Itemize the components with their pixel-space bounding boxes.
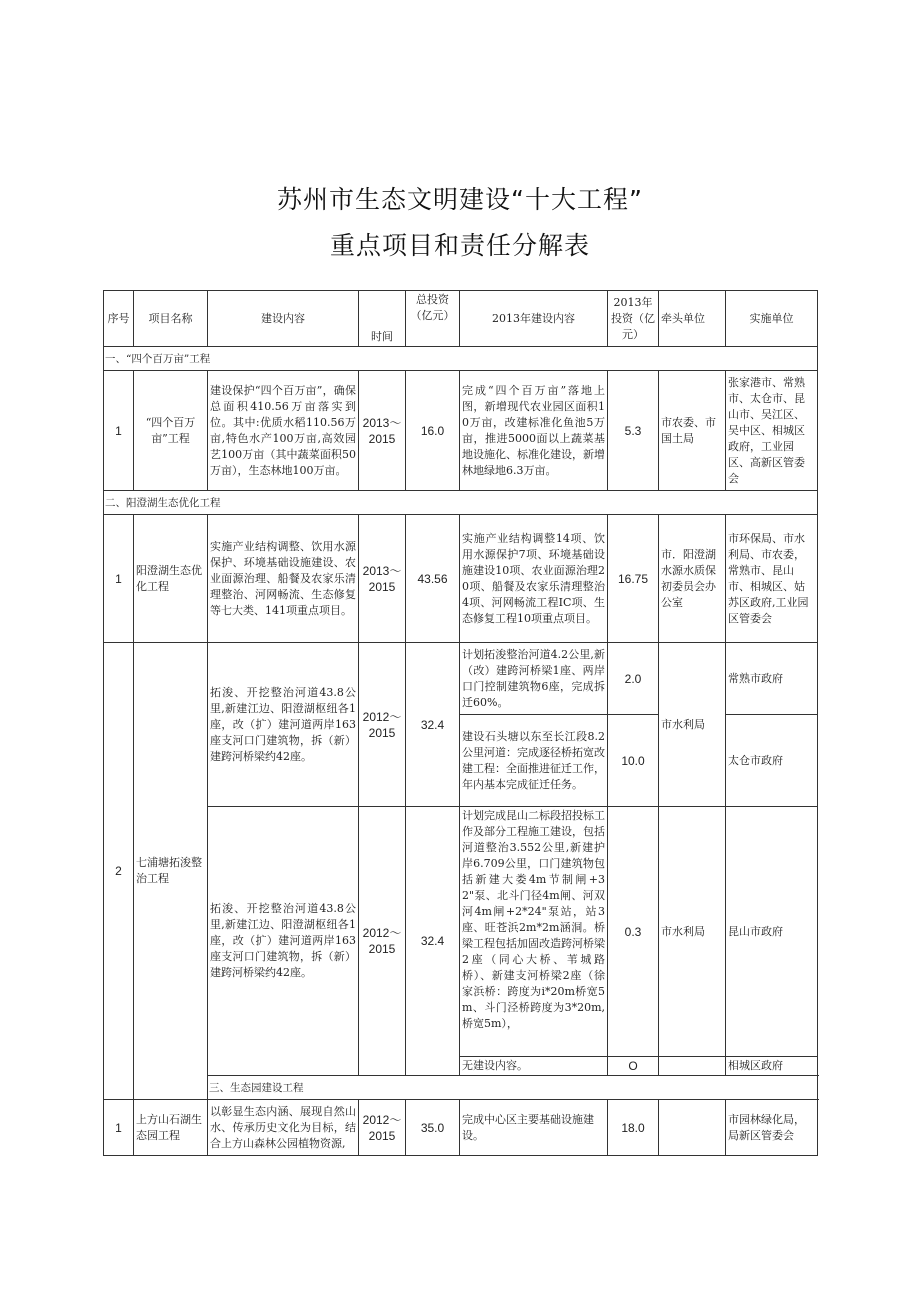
implementing-unit: 市园林绿化局，局新区管委会 — [726, 1100, 818, 1156]
header-content-2013: 2013年建设内容 — [460, 291, 608, 347]
content-2013: 无建设内容。 — [460, 1057, 608, 1076]
section-row — [104, 347, 818, 371]
section-title: 二、阳澄湖生态优化工程 — [104, 491, 818, 515]
period: 2012～2015 — [359, 807, 406, 1076]
row-no: 1 — [104, 1100, 134, 1156]
total-investment: 43.56 — [406, 515, 460, 643]
table-row — [104, 515, 818, 643]
construction-content: 拓浚、开挖整治河道43.8公里,新建江边、阳澄湖枢纽各1座，改（扩）建河道两岸163座支河口门建筑物，拆（新）建跨河桥梁约42座。 — [208, 643, 359, 807]
construction-content: 建设保护“四个百万亩”，确保总面积410.56万亩落实到位。其中:优质水稻110.56万亩,特色水产100万亩,高效园艺100万亩（其中蔬菜面积50万亩），生态林地100万亩。 — [208, 371, 359, 491]
construction-content: 拓浚、开挖整治河道43.8公里,新建江边、阳澄湖枢纽各1座，改（扩）建河道两岸163座支河口门建筑物，拆（新）建跨河桥梁约42座。 — [208, 807, 359, 1076]
lead-unit: 市农委、市国土局 — [659, 371, 726, 491]
implementing-unit: 常熟市政府 — [726, 643, 818, 715]
investment-2013: O — [608, 1057, 659, 1076]
table-row — [104, 1100, 818, 1156]
lead-unit — [659, 1100, 726, 1156]
section-row — [104, 1076, 818, 1100]
construction-content: 实施产业结构调整、饮用水源保护、环境基础设施建设、农业面源治理、船餐及农家乐清理整治、河网畅流、生态修复等七大类、141项重点项目。 — [208, 515, 359, 643]
table-row — [104, 371, 818, 491]
header-lead: 牵头单位 — [659, 291, 726, 347]
content-2013: 计划拓浚整治河道4.2公里,新（改）建跨河桥梁1座、两岸口门控制建筑物6座，完成拆迁60%。 — [460, 643, 608, 715]
header-time: 时间 — [359, 291, 406, 347]
table-header-row — [104, 291, 818, 347]
period: 2013～2015 — [359, 371, 406, 491]
row-no: 2 — [104, 643, 134, 1100]
content-2013: 完成中心区主要基础设施建设。 — [460, 1100, 608, 1156]
header-name: 项目名称 — [134, 291, 208, 347]
project-name: 上方山石湖生态园工程 — [134, 1100, 208, 1156]
implementing-unit: 太仓市政府 — [726, 715, 818, 807]
total-investment: 35.0 — [406, 1100, 460, 1156]
header-invest-2013: 2013年投资（亿元） — [608, 291, 659, 347]
investment-2013: 16.75 — [608, 515, 659, 643]
lead-unit: 市．阳澄湖水源水质保初委员会办公室 — [659, 515, 726, 643]
table-row — [104, 807, 818, 1057]
period: 2013～2015 — [359, 515, 406, 643]
table-row — [104, 643, 818, 715]
header-impl: 实施单位 — [726, 291, 818, 347]
section-title: 一、“四个百万亩”工程 — [104, 347, 818, 371]
implementing-unit: 张家港市、常熟市、太仓市、昆山市、吴江区、吴中区、相城区政府，工业园区、高新区管委会 — [726, 371, 818, 491]
header-invest: 总投资（亿元） — [406, 291, 460, 347]
lead-unit — [659, 1057, 726, 1076]
investment-2013: 10.0 — [608, 715, 659, 807]
investment-2013: 18.0 — [608, 1100, 659, 1156]
row-no: 1 — [104, 515, 134, 643]
total-investment: 32.4 — [406, 643, 460, 807]
section-row — [104, 491, 818, 515]
total-investment: 32.4 — [406, 807, 460, 1076]
section-title: 三、生态园建设工程 — [208, 1076, 818, 1100]
investment-2013: 0.3 — [608, 807, 659, 1057]
lead-unit: 市水利局 — [659, 807, 726, 1057]
project-name: 阳澄湖生态优化工程 — [134, 515, 208, 643]
content-2013: 计划完成昆山二标段招投标工作及部分工程施工建设，包括河道整治3.552公里,新建护岸6.709公里，口门建筑物包括新建大娄4m节制闸+32"泵、北斗门径4m闸、河双河4m闸+2*24"泵站，站3座、旺苍浜2m*2m涵洞。桥梁工程包括加固改造跨河桥梁2座（同心大桥、苇城路桥）、新建支河桥梁2座（徐家浜桥：跨度为i*20m桥宽5m、斗门泾桥跨度为3*20m,桥宽5m）， — [460, 807, 608, 1057]
header-no: 序号 — [104, 291, 134, 347]
implementing-unit: 昆山市政府 — [726, 807, 818, 1057]
period: 2012～2015 — [359, 643, 406, 807]
document-title-line2: 重点项目和责任分解表 — [329, 231, 590, 260]
content-2013: 实施产业结构调整14项、饮用水源保护7项、环境基础设施建设10项、农业面源治理20项、船餐及农家乐清理整治4项、河网畅流工程IC项、生态修复工程10项重点项目。 — [460, 515, 608, 643]
implementing-unit: 市环保局、市水利局、市农委，常熟市、昆山市、相城区、姑苏区政府,工业园区管委会 — [726, 515, 818, 643]
project-name: “四个百万亩”工程 — [134, 371, 208, 491]
construction-content: 以彰显生态内涵、展现自然山水、传承历史文化为目标，结合上方山森林公园植物资源, — [208, 1100, 359, 1156]
content-2013: 建设石头塘以东至长江段8.2公里河道：完成逐径桥拓宽改建工程：全面推进征迁工作，年内基本完成征迁任务。 — [460, 715, 608, 807]
investment-2013: 2.0 — [608, 643, 659, 715]
content-2013: 完成“四个百万亩”落地上图，新增现代农业园区面积10万亩，改建标准化鱼池5万亩，推进5000面以上蔬菜基地设施化、标准化建设，新增林地绿地6.3万亩。 — [460, 371, 608, 491]
total-investment: 16.0 — [406, 371, 460, 491]
investment-2013: 5.3 — [608, 371, 659, 491]
period: 2012～2015 — [359, 1100, 406, 1156]
row-no: 1 — [104, 371, 134, 491]
responsibility-table — [103, 290, 818, 1156]
lead-unit: 市水利局 — [659, 643, 726, 807]
header-content: 建设内容 — [208, 291, 359, 347]
document-title-line1: 苏州市生态文明建设“十大工程” — [277, 185, 643, 214]
project-name: 七浦塘拓浚整治工程 — [134, 643, 208, 1100]
implementing-unit: 相城区政府 — [726, 1057, 818, 1076]
